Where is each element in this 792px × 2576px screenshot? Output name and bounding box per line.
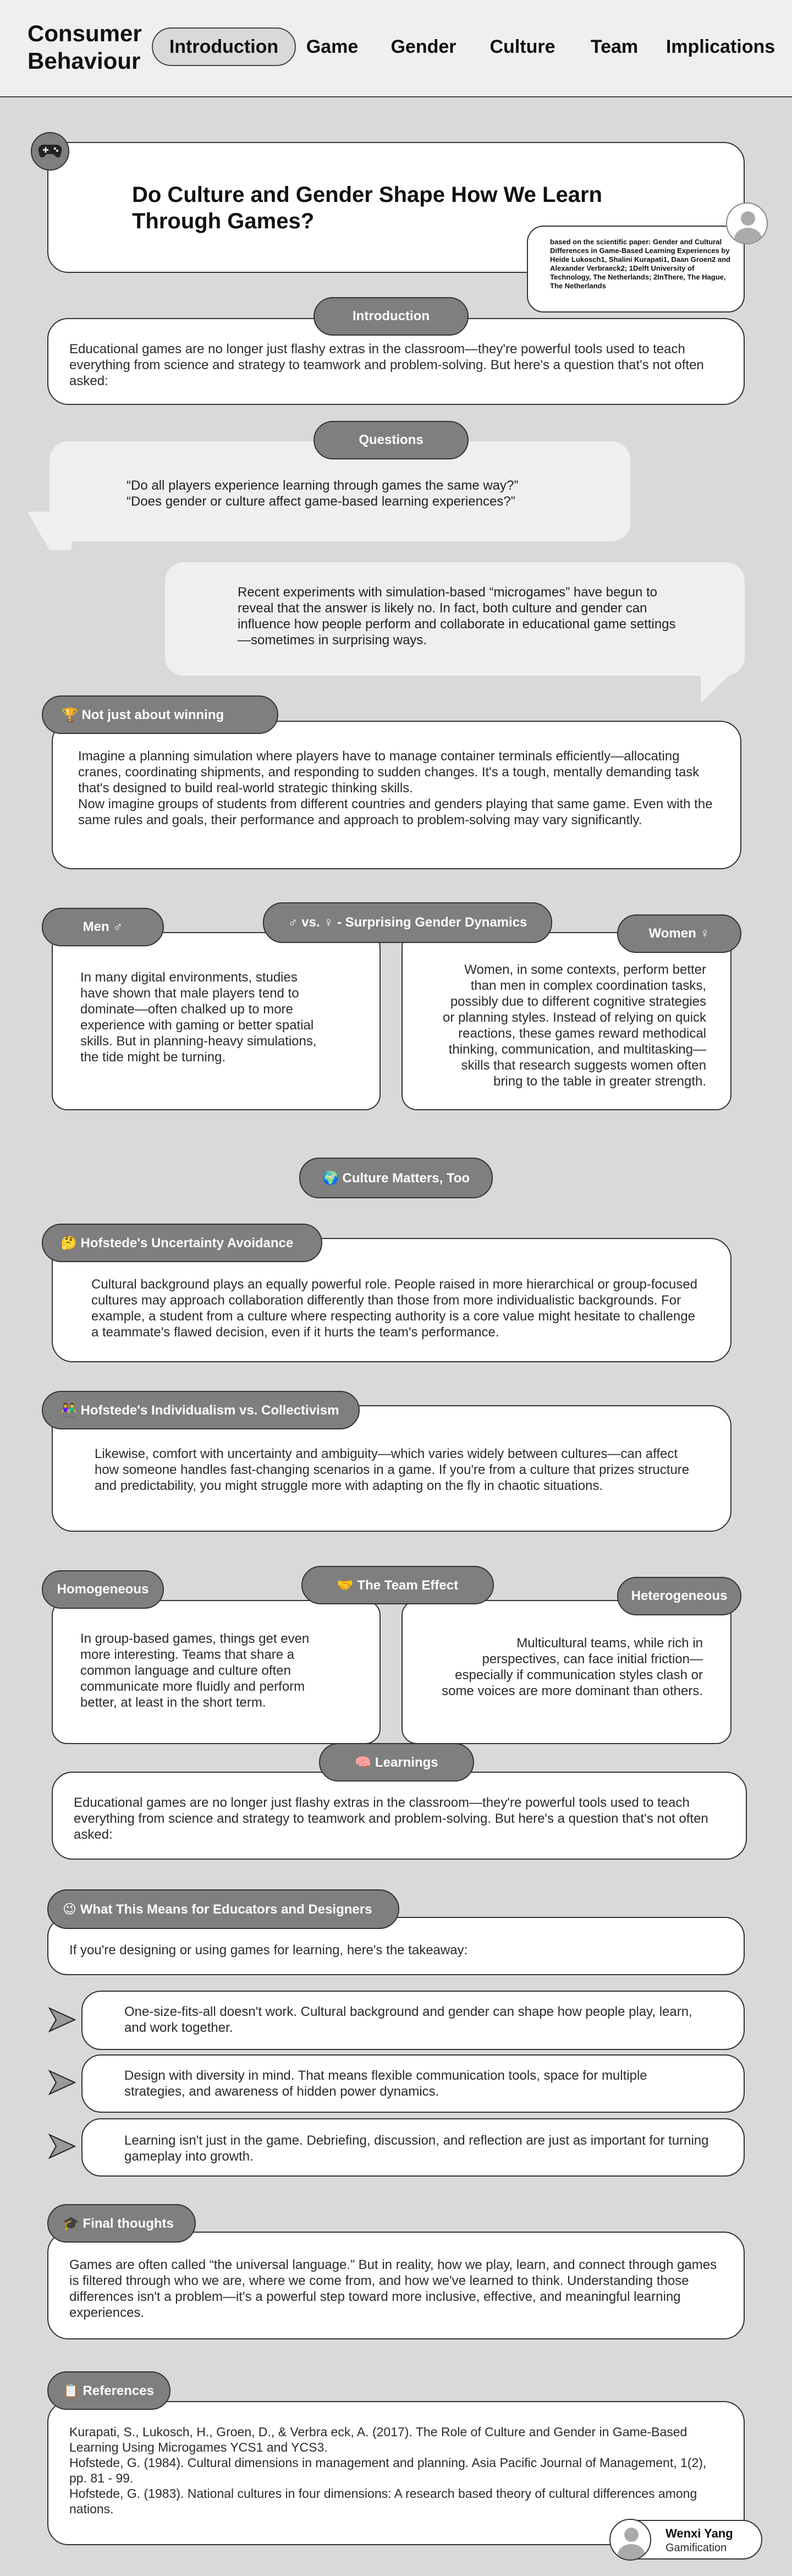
arrow-icon bbox=[47, 2133, 77, 2160]
reference-1: Kurapati, S., Lukosch, H., Groen, D., & Verbra eck, A. (2017). The Role of Culture and Gender in Game-Based Learning Using Microgames YCS1 and YCS3. bbox=[69, 2425, 688, 2454]
references-label: 📋 References bbox=[47, 2371, 170, 2410]
final-thoughts-label: 🎓 Final thoughts bbox=[47, 2204, 196, 2243]
heterogeneous-text: Multicultural teams, while rich in perspectives, can face initial friction—especially if communication styles clash or some voices are more dominant than others. bbox=[442, 1636, 703, 1698]
educators-label: 😉 What This Means for Educators and Designers bbox=[47, 1889, 399, 1929]
final-thoughts-text: Games are often called “the universal language.” But in reality, how we play, learn, and connect through games is filtered through who we are, where we come from, and how we've learned to think. Understanding those differences isn't a problem—it's a powerful step toward more inclusive, effective, and meaningful learning experiences. bbox=[69, 2257, 717, 2320]
heterogeneous-label: Heterogeneous bbox=[617, 1577, 741, 1615]
men-text: In many digital environments, studies have shown that male players tend to dominate—often chalked up to more experience with gaming or better spatial skills. But in planning-heavy simulations, the tide might be turning. bbox=[80, 970, 317, 1065]
winning-label: 🏆 Not just about winning bbox=[42, 695, 278, 734]
educators-intro: If you're designing or using games for learning, here's the takeaway: bbox=[69, 1943, 468, 1958]
homogeneous-label: Homogeneous bbox=[42, 1570, 164, 1609]
nav-culture[interactable]: Culture bbox=[490, 36, 556, 57]
takeaway-text-1: One-size-fits-all doesn't work. Cultural background and gender can shape how people play, learn, and work together. bbox=[124, 2004, 692, 2035]
avatar-icon bbox=[726, 202, 768, 244]
answer-text: Recent experiments with simulation-based “microgames” have begun to reveal that the answer is likely no. In fact, both culture and gender can influence how people perform and collaborate in educational game settings—sometimes in surprising ways. bbox=[238, 585, 676, 648]
learnings-text: Educational games are no longer just flashy extras in the classroom—they're powerful tools used to teach everything from science and strategy to teamwork and problem-solving. But here's a question that's not often asked: bbox=[74, 1795, 708, 1842]
page-title: Do Culture and Gender Shape How We Learn Through Games? bbox=[132, 183, 602, 233]
author-role: Gamification bbox=[666, 2542, 727, 2554]
takeaway-text-2: Design with diversity in mind. That means flexible communication tools, space for multiple strategies, and awareness of hidden power dynamics. bbox=[124, 2068, 647, 2099]
winning-paragraph-2: Now imagine groups of students from different countries and genders playing that same game. Even with the same rules and goals, their performance and approach to problem-solving may vary significantly. bbox=[78, 797, 713, 827]
nav-game[interactable]: Game bbox=[306, 36, 359, 57]
introduction-text: Educational games are no longer just flashy extras in the classroom—they're powerful tools used to teach everything from science and strategy to teamwork and problem-solving. But here's a question that's not often asked: bbox=[69, 342, 704, 388]
heterogeneous-card bbox=[402, 1600, 732, 1744]
nav-gender[interactable]: Gender bbox=[391, 36, 457, 57]
question-2: “Does gender or culture affect game-based learning experiences?” bbox=[127, 494, 515, 509]
final-thoughts-card bbox=[47, 2232, 745, 2339]
gender-dynamics-label: ♂ vs. ♀ - Surprising Gender Dynamics bbox=[263, 902, 552, 943]
learnings-card bbox=[52, 1772, 747, 1860]
team-effect-label: 🤝 The Team Effect bbox=[301, 1566, 494, 1604]
author-avatar bbox=[609, 2519, 651, 2561]
source-note-card bbox=[527, 226, 745, 313]
individualism-label: 👫 Hofstede's Individualism vs. Collectivism bbox=[42, 1391, 360, 1429]
question-list bbox=[127, 478, 600, 509]
takeaway-text-3: Learning isn't just in the game. Debriefing, discussion, and reflection are just as important for turning gameplay into growth. bbox=[124, 2133, 709, 2164]
arrow-icon bbox=[47, 2069, 77, 2096]
takeaway-item bbox=[81, 1991, 745, 2050]
women-label: Women ♀ bbox=[617, 914, 741, 953]
question-1: “Do all players experience learning through games the same way?” bbox=[127, 478, 519, 493]
source-note: based on the scientific paper: Gender and Cultural Differences in Game-Based Learning Experiences by Heide Lukosch1, Shalini Kurapati1, Daan Groen2 and Alexander Verbraeck2; 1Delft University of Technology, The Netherlands; 2InThere, The Hague, The Netherlands bbox=[550, 238, 730, 290]
culture-label: 🌍 Culture Matters, Too bbox=[299, 1158, 493, 1198]
homogeneous-text: In group-based games, things get even more interesting. Teams that share a common language and culture often communicate more fluidly and perform better, at least in the short term. bbox=[80, 1631, 310, 1710]
questions-label: Questions bbox=[314, 421, 469, 459]
individualism-text: Likewise, comfort with uncertainty and ambiguity—which varies widely between cultures—can affect how someone handles fast-changing scenarios in a game. If you're from a culture that prizes structure and predictability, you might struggle more with adapting on the fly in chaotic situations. bbox=[95, 1446, 690, 1493]
nav-introduction[interactable]: Introduction bbox=[152, 28, 296, 66]
men-card bbox=[52, 932, 381, 1110]
winning-paragraph-1: Imagine a planning simulation where players have to manage container terminals efficiently—allocating cranes, coordinating shipments, and responding to sudden changes. It's a tough, mentally demanding task that's designed to build real-world strategic thinking skills. bbox=[78, 749, 700, 796]
gamepad-icon bbox=[31, 132, 69, 171]
men-label: Men ♂ bbox=[42, 908, 164, 946]
uncertainty-text: Cultural background plays an equally powerful role. People raised in more hierarchical or group-focused cultures may approach collaboration differently than those from more individualistic backgrounds. For example, a student from a culture where respecting authority is a core value might hesitate to challenge a teammate's flawed decision, even if it hurts the team's performance. bbox=[91, 1277, 697, 1340]
uncertainty-label: 🤔 Hofstede's Uncertainty Avoidance bbox=[42, 1224, 322, 1262]
nav-team[interactable]: Team bbox=[590, 36, 639, 57]
women-text: Women, in some contexts, perform better than men in complex coordination tasks, possibly due to different cognitive strategies or planning styles. Instead of relying on quick reactions, these games reward methodical thinking, communication, and multitasking—skills that research suggests women often bring to the table in greater strength. bbox=[443, 962, 706, 1089]
brand-title: Consumer Behaviour bbox=[28, 20, 142, 74]
women-card bbox=[402, 932, 732, 1110]
author-name: Wenxi Yang bbox=[666, 2526, 733, 2540]
introduction-label: Introduction bbox=[314, 297, 469, 336]
nav-implications[interactable]: Implications bbox=[666, 36, 776, 57]
homogeneous-card bbox=[52, 1600, 381, 1744]
answer-bubble-tail bbox=[701, 660, 745, 703]
top-navigation-bar bbox=[0, 0, 792, 97]
learnings-label: 🧠 Learnings bbox=[319, 1743, 474, 1782]
takeaway-item bbox=[81, 2118, 745, 2177]
arrow-icon bbox=[47, 2006, 77, 2034]
winning-card bbox=[52, 721, 741, 869]
question-bubble-tail bbox=[28, 512, 72, 550]
reference-3: Hofstede, G. (1983). National cultures in four dimensions: A research based theory of cultural differences among nations. bbox=[69, 2486, 697, 2516]
reference-2: Hofstede, G. (1984). Cultural dimensions in management and planning. Asia Pacific Journal of Management, 1(2), pp. 81 - 99. bbox=[69, 2456, 707, 2485]
takeaway-item bbox=[81, 2054, 745, 2113]
